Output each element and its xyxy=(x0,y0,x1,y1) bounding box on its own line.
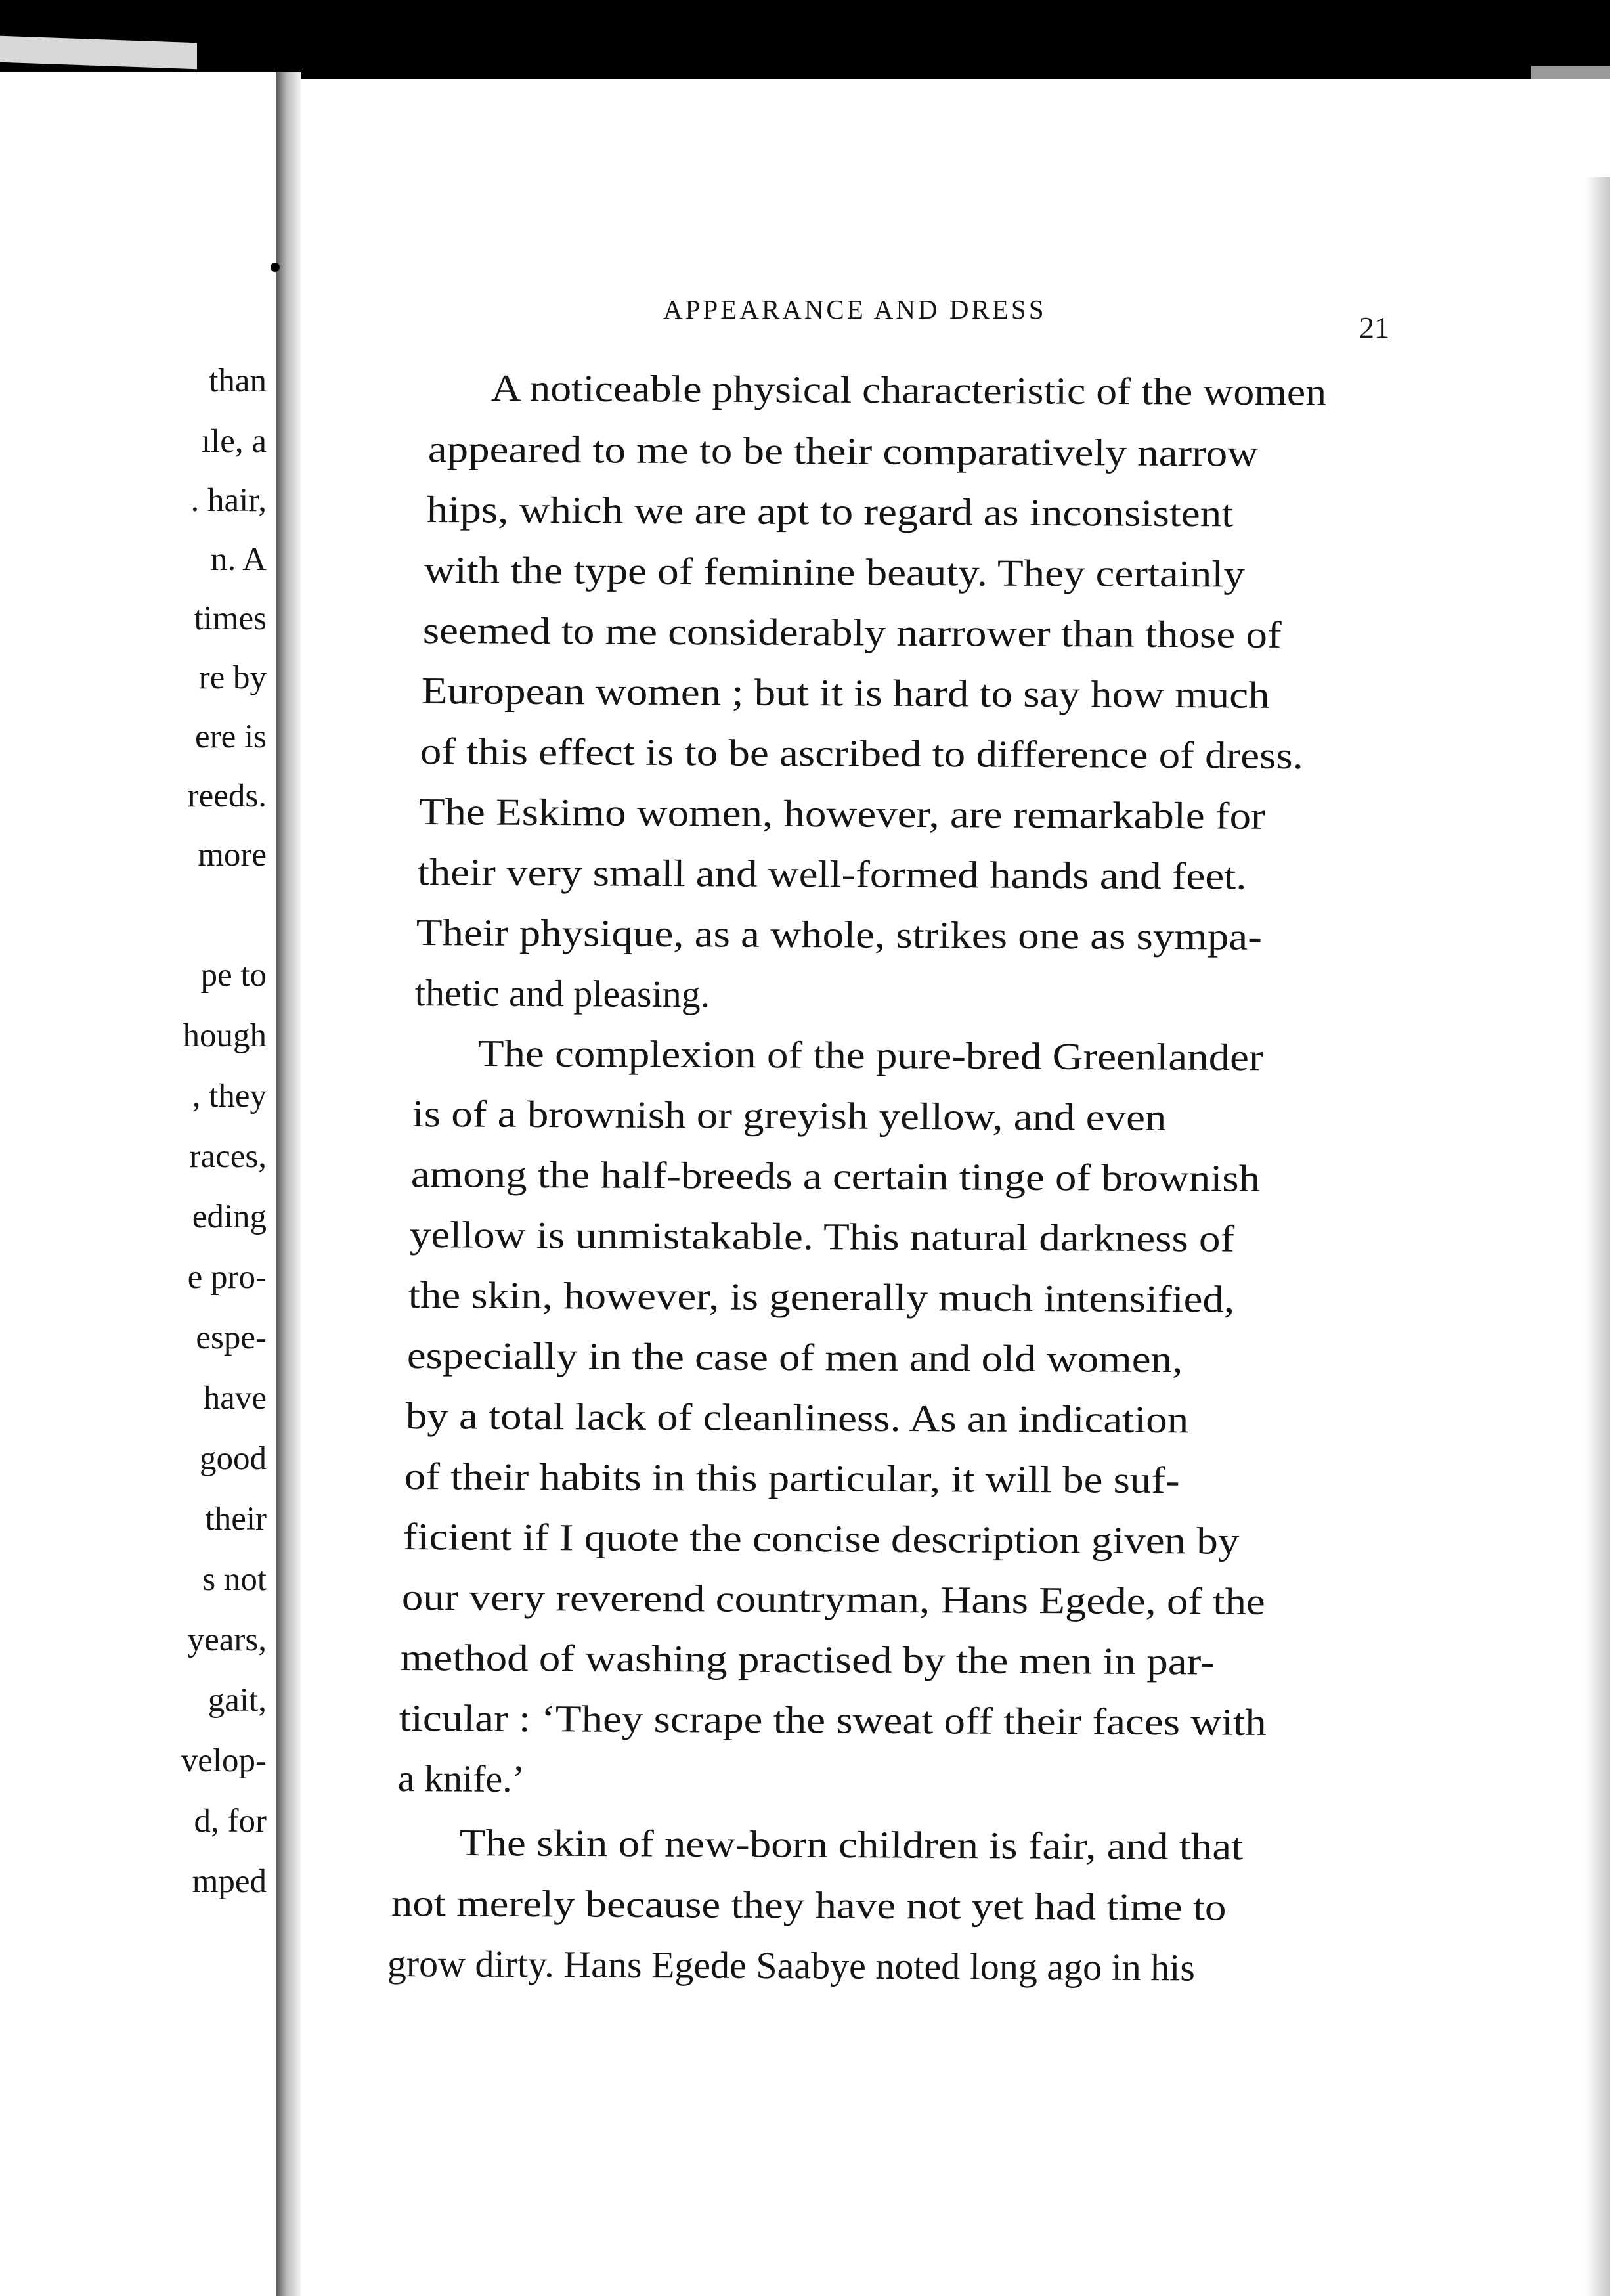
text-line: seemed to me considerably narrower than those of xyxy=(422,608,1282,656)
left-page-line: pe to xyxy=(200,957,267,994)
left-page-line: n. A xyxy=(210,541,267,578)
left-page-line: re by xyxy=(198,659,267,696)
text-line: ficient if I quote the concise description given by xyxy=(402,1515,1240,1562)
text-line: not merely because they have not yet had time to xyxy=(391,1882,1227,1929)
gutter-speck xyxy=(271,263,280,272)
text-line: method of washing practised by the men in par- xyxy=(400,1636,1215,1683)
left-page-line: gait, xyxy=(207,1682,267,1719)
left-page-line: more xyxy=(198,837,267,873)
left-page-line: d, for xyxy=(194,1803,267,1840)
left-page-line: ere is xyxy=(194,718,267,755)
text-line: especially in the case of men and old women, xyxy=(406,1334,1183,1381)
page-edge-shadow xyxy=(1585,177,1610,2296)
left-page-line: mped xyxy=(192,1863,267,1900)
left-page-line: eding xyxy=(192,1199,267,1235)
left-page-line: times xyxy=(194,600,267,637)
left-page-line: races, xyxy=(189,1138,267,1175)
text-line: with the type of feminine beauty. They certainly xyxy=(424,548,1246,596)
text-line: among the half-breeds a certain tinge of brownish xyxy=(410,1153,1261,1200)
left-page-line: s not xyxy=(202,1561,267,1598)
left-page-line: years, xyxy=(187,1622,267,1658)
left-page-line: . hair, xyxy=(190,482,267,519)
text-line: is of a brownish or greyish yellow, and even xyxy=(412,1092,1167,1139)
left-page-line: e pro- xyxy=(187,1259,267,1296)
left-page-line: than xyxy=(209,363,267,399)
left-page-line: velop- xyxy=(181,1742,267,1779)
left-page-line: their xyxy=(205,1501,267,1537)
running-head: APPEARANCE AND DRESS xyxy=(663,294,1047,324)
book-gutter xyxy=(276,72,301,2296)
text-line: our very reverend countryman, Hans Egede, of the xyxy=(401,1576,1265,1623)
text-line: European women ; but it is hard to say how much xyxy=(421,669,1270,717)
text-line: Their physique, as a whole, strikes one as sympa- xyxy=(416,911,1263,958)
left-page-line: , they xyxy=(192,1078,267,1115)
text-line: of their habits in this particular, it will be suf- xyxy=(404,1455,1180,1502)
text-line: The skin of new-born children is fair, and that xyxy=(459,1821,1244,1868)
text-line: their very small and well-formed hands and feet. xyxy=(417,850,1247,898)
text-line: a knife.’ xyxy=(397,1757,525,1801)
left-page-line: espe- xyxy=(196,1319,267,1356)
text-line: the skin, however, is generally much intensified, xyxy=(408,1273,1235,1321)
text-line: hips, which we are apt to regard as inconsistent xyxy=(426,487,1234,535)
text-line: A noticeable physical characteristic of the women xyxy=(490,366,1327,414)
page-number: 21 xyxy=(1359,311,1389,344)
text-line: appeared to me to be their comparatively narrow xyxy=(427,427,1259,475)
left-page-line: hough xyxy=(183,1017,267,1054)
left-page-line: good xyxy=(200,1440,267,1477)
left-page-line: have xyxy=(203,1380,267,1417)
facing-page-left xyxy=(0,72,278,2296)
text-line: The Eskimo women, however, are remarkable for xyxy=(418,790,1265,837)
text-line: ticular : ‘They scrape the sweat off their faces with xyxy=(399,1696,1267,1744)
text-line: by a total lack of cleanliness. As an indication xyxy=(405,1394,1189,1442)
text-line: The complexion of the pure-bred Greenlander xyxy=(477,1032,1263,1079)
text-line: grow dirty. Hans Egede Saabye noted long ago in his xyxy=(387,1942,1196,1989)
left-page-line: reeds. xyxy=(187,778,267,814)
left-page-line: ıle, a xyxy=(201,423,267,460)
text-line: yellow is unmistakable. This natural darkness of xyxy=(409,1213,1235,1260)
text-line: thetic and pleasing. xyxy=(414,971,710,1016)
text-line: of this effect is to be ascribed to difference of dress. xyxy=(420,730,1304,778)
